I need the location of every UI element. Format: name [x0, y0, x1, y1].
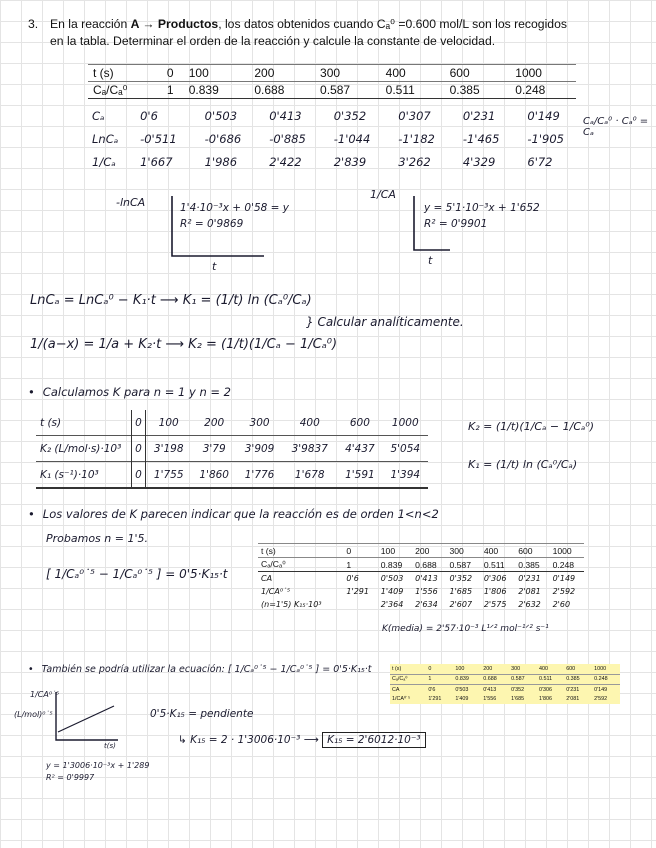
- table-cell: 1000: [510, 65, 576, 82]
- row-label: t (s): [88, 65, 162, 82]
- table-row: [258, 598, 584, 611]
- equation-second-order: 1/(a−x) = 1/a + K₂·t ⟶ K₂ = (1/t)(1/Cₐ − 1/Cₐ⁰): [30, 337, 338, 352]
- table-row: [88, 150, 588, 173]
- table-cell: 2'592: [594, 696, 608, 703]
- table-cell: 0'231: [518, 574, 541, 583]
- mini-graph: [52, 690, 124, 750]
- table-cell: 1'394: [383, 462, 428, 489]
- table-cell: 1'556: [415, 587, 438, 596]
- table-cell: 0'352: [511, 686, 525, 693]
- row-label: Cₐ: [92, 108, 105, 123]
- table-cell: 0.839: [184, 82, 250, 99]
- reaction-label: A → Productos: [130, 17, 219, 31]
- table-cell: 1'409: [455, 696, 469, 703]
- fit1-ylabel: -lnCA: [116, 196, 146, 209]
- calc-analytic-note: } Calcular analíticamente.: [306, 315, 464, 329]
- table-cell: 3'79: [192, 436, 237, 462]
- table-cell: 3'909: [237, 436, 282, 462]
- table-cell: 0: [132, 436, 146, 462]
- table-cell: 4'329: [462, 154, 496, 169]
- table-cell: 0.385: [515, 558, 549, 572]
- table-row: [36, 410, 428, 436]
- table-cell: 0'306: [483, 574, 507, 583]
- table-n-1-5: [258, 543, 584, 611]
- table-cell: 1'678: [282, 462, 337, 489]
- table-cell: 2'60: [552, 600, 571, 609]
- table-cell: 600: [515, 544, 549, 558]
- mini-graph-fit-eq: y = 1'3006·10⁻³x + 1'289: [46, 761, 150, 770]
- problem-text-line2: en la tabla. Determinar el orden de la reacción y calcule la constante de velocidad.: [50, 34, 496, 48]
- table-row: [88, 104, 588, 127]
- table-cell: 600: [349, 416, 370, 429]
- fit1-r2: R² = 0'9869: [180, 218, 244, 230]
- table-cell: 300: [315, 65, 381, 82]
- handwritten-calc-rows: [88, 104, 588, 173]
- table-cell: 3'262: [398, 154, 431, 169]
- table-cell: 100: [158, 416, 179, 429]
- table-cell: 0'503: [380, 574, 404, 583]
- table-cell: 1'591: [337, 462, 382, 489]
- row-label: CA: [261, 574, 273, 583]
- table-cell: 0'352: [333, 108, 367, 123]
- table-cell: 0: [132, 410, 146, 436]
- table-cell: -0'885: [269, 131, 306, 146]
- row-label: 1/CA⁰˙⁵: [261, 587, 291, 596]
- table-cell: [343, 598, 377, 611]
- table-cell: 1'667: [140, 154, 173, 169]
- table-cell: 2'081: [566, 696, 580, 703]
- table-cell: -0'511: [140, 131, 177, 146]
- table-row: [36, 436, 428, 462]
- table-row: [36, 462, 428, 489]
- table-cell: 0'413: [269, 108, 302, 123]
- row-label: t (s): [36, 410, 132, 436]
- table-cell: 0.587: [315, 82, 381, 99]
- table-cell: 100: [378, 544, 412, 558]
- mini-graph-ylabel: 1/CA⁰˙⁵: [30, 690, 60, 699]
- table-cell: 2'592: [552, 587, 576, 596]
- table-cell: 2'575: [483, 600, 507, 609]
- data-table: [88, 64, 576, 99]
- table-cell: 1'776: [237, 462, 282, 489]
- table-row: [390, 695, 620, 705]
- table-cell: 100: [184, 65, 250, 82]
- table-cell: 200: [481, 664, 509, 674]
- mini-graph-fit: [46, 760, 149, 784]
- result-line: ↳ K₁₅ = 2 · 1'3006·10⁻³ ⟶ K₁₅ = 2'6012·10⁻³: [178, 734, 426, 746]
- mini-graph-yunits: (L/mol)⁰˙⁵: [14, 710, 53, 719]
- fit2-r2: R² = 0'9901: [424, 218, 488, 230]
- fit2-equation: y = 5'1·10⁻³x + 1'652: [424, 202, 540, 214]
- table-cell: 1'806: [483, 587, 507, 596]
- row-label: Cₐ/Cₐ⁰: [88, 82, 162, 99]
- fit2-ylabel: 1/CA: [370, 188, 396, 201]
- slope-line: 0'5·K₁₅ = pendiente: [150, 708, 254, 720]
- row-label: Cₐ/Cₐ⁰: [390, 674, 426, 685]
- table-cell: 6'72: [527, 154, 553, 169]
- row-label: Cₐ/Cₐ⁰: [258, 558, 343, 572]
- table-cell: 1'291: [428, 696, 442, 703]
- result-calc: K₁₅ = 2 · 1'3006·10⁻³: [190, 734, 301, 746]
- row-label: t (s): [258, 544, 343, 558]
- table-cell: 1'806: [539, 696, 553, 703]
- table-cell: 100: [453, 664, 481, 674]
- table-cell: -1'182: [398, 131, 435, 146]
- table-cell: 2'364: [380, 600, 404, 609]
- table-cell: 1: [426, 674, 453, 685]
- table-cell: 0.385: [564, 674, 592, 685]
- row-label: 1/CA⁰˙⁵: [392, 696, 411, 703]
- problem-text-a: En la reacción: [50, 17, 131, 31]
- table-cell: 200: [412, 544, 446, 558]
- table-cell: 600: [445, 65, 511, 82]
- row-label: t (s): [390, 664, 426, 674]
- table-cell: 0'503: [455, 686, 469, 693]
- k-mean: K(media) = 2'57·10⁻³ L¹ᐟ² mol⁻¹ᐟ² s⁻¹: [382, 624, 549, 634]
- table-cell: 400: [381, 65, 445, 82]
- table-row: [88, 127, 588, 150]
- equation-first-order: LnCₐ = LnCₐ⁰ − K₁·t ⟶ K₁ = (1/t) ln (Cₐ⁰/Cₐ): [30, 293, 312, 308]
- row-label: CA: [392, 686, 400, 693]
- final-result: K₁₅ = 2'6012·10⁻³: [322, 732, 426, 748]
- fit2-result: [424, 200, 540, 232]
- table-cell: 0.385: [445, 82, 511, 99]
- row-label: K₂ (L/mol·s)·10³: [36, 436, 132, 462]
- table-cell: 2'607: [449, 600, 473, 609]
- table-cell: 2'839: [333, 154, 367, 169]
- table-cell: 0.839: [453, 674, 481, 685]
- table-cell: 0'503: [204, 108, 238, 123]
- table-cell: 0'306: [539, 686, 553, 693]
- table-cell: 3'198: [145, 436, 191, 462]
- table-cell: 400: [481, 544, 515, 558]
- table-cell: 1000: [592, 664, 620, 674]
- table-row: [390, 664, 620, 674]
- table-row: [88, 82, 576, 99]
- bullet-calc-k: • Calculamos K para n = 1 y n = 2: [28, 385, 231, 399]
- row-label: 1/Cₐ: [92, 154, 116, 169]
- table-cell: 300: [249, 416, 270, 429]
- table-cell: 1'685: [449, 587, 473, 596]
- highlighted-table: [390, 664, 620, 704]
- try-n-1-5: Probamos n = 1'5.: [46, 532, 148, 545]
- table-cell: 0.688: [481, 674, 509, 685]
- table-cell: 0.511: [537, 674, 564, 685]
- table-cell: 0.587: [446, 558, 480, 572]
- table-cell: 0.839: [378, 558, 412, 572]
- table-cell: 200: [204, 416, 225, 429]
- bullet-alt-equation: • También se podría utilizar la ecuación: [ 1/Cₐ⁰˙⁵ − 1/Cₐ⁰˙⁵ ] = 0'5·K₁₅·t: [28, 664, 372, 675]
- table-cell: 0'413: [483, 686, 497, 693]
- problem-statement: [28, 16, 638, 50]
- k1-formula: K₁ = (1/t) ln (Cₐ⁰/Cₐ): [468, 458, 578, 471]
- table-row: [258, 558, 584, 572]
- table-cell: 1'986: [204, 154, 238, 169]
- table-row: [390, 685, 620, 695]
- table-cell: 2'081: [518, 587, 541, 596]
- fit1-xlabel: t: [212, 260, 217, 273]
- table-cell: -1'044: [333, 131, 371, 146]
- table-row: [258, 572, 584, 586]
- table-cell: 0.511: [381, 82, 445, 99]
- mini-graph-xlabel: t(s): [104, 742, 116, 750]
- table-row: [258, 544, 584, 558]
- table-cell: 0: [132, 462, 146, 489]
- table-cell: 0'352: [449, 574, 473, 583]
- table-cell: 0'149: [594, 686, 608, 693]
- table-cell: 0'149: [552, 574, 576, 583]
- table-row: [390, 674, 620, 685]
- table-cell: 0.248: [592, 674, 620, 685]
- table-cell: 0.511: [481, 558, 515, 572]
- problem-text-c: , los datos obtenidos cuando Cₐ⁰ =0.600 mol/L son los recogidos: [218, 17, 567, 31]
- table-cell: -0'686: [204, 131, 242, 146]
- table-cell: 400: [537, 664, 564, 674]
- row-label: LnCₐ: [92, 131, 119, 146]
- table-cell: 0'6: [140, 108, 158, 123]
- fit1-equation: 1'4·10⁻³x + 0'58 = y: [180, 202, 289, 214]
- table-cell: 1'291: [346, 587, 369, 596]
- table-cell: 1000: [391, 416, 419, 429]
- table-cell: 1'860: [192, 462, 237, 489]
- table-cell: 300: [509, 664, 537, 674]
- table-cell: 0.688: [249, 82, 315, 99]
- table-cell: 2'422: [269, 154, 302, 169]
- table-cell: 1'556: [483, 696, 497, 703]
- table-cell: 1: [343, 558, 377, 572]
- table-cell: 1'755: [145, 462, 191, 489]
- table-row: [258, 585, 584, 598]
- table-cell: 0'6: [346, 574, 359, 583]
- table-cell: 200: [249, 65, 315, 82]
- table-cell: 0.587: [509, 674, 537, 685]
- table-cell: 5'054: [383, 436, 428, 462]
- table-cell: 2'632: [518, 600, 541, 609]
- table-cell: 1000: [550, 544, 584, 558]
- fit2-xlabel: t: [428, 254, 433, 267]
- bullet-order-estimate: • Los valores de K parecen indicar que la reacción es de orden 1<n<2: [28, 507, 439, 521]
- mini-graph-r2: R² = 0'9997: [46, 773, 95, 782]
- side-note: Cₐ/Cₐ⁰ · Cₐ⁰ = Cₐ: [583, 116, 649, 138]
- table-cell: -1'905: [527, 131, 564, 146]
- table-cell: 0'149: [527, 108, 560, 123]
- table-cell: 0'231: [566, 686, 580, 693]
- table-cell: 1'409: [380, 587, 404, 596]
- problem-number: 3.: [28, 17, 39, 31]
- table-cell: 0.248: [510, 82, 576, 99]
- table-cell: 4'437: [337, 436, 382, 462]
- table-cell: 0'231: [462, 108, 496, 123]
- table-cell: 0: [343, 544, 377, 558]
- table-cell: 1'685: [511, 696, 525, 703]
- table-cell: 0'6: [428, 686, 436, 693]
- table-cell: 0: [162, 65, 184, 82]
- table-cell: 0'413: [415, 574, 438, 583]
- table-row: [88, 65, 576, 82]
- k2-formula: K₂ = (1/t)(1/Cₐ − 1/Cₐ⁰): [468, 420, 595, 433]
- row-label: K₁ (s⁻¹)·10³: [36, 462, 132, 489]
- table-cell: 400: [299, 416, 320, 429]
- row-label: (n=1'5) K₁₅·10³: [261, 600, 322, 609]
- table-cell: -1'465: [462, 131, 500, 146]
- table-cell: 2'634: [415, 600, 438, 609]
- table-cell: 0'307: [398, 108, 431, 123]
- k-values-table: [36, 410, 428, 489]
- table-cell: 300: [446, 544, 480, 558]
- table-cell: 0.688: [412, 558, 446, 572]
- table-cell: 0: [426, 664, 453, 674]
- table-cell: 3'9837: [282, 436, 337, 462]
- table-cell: 1: [162, 82, 184, 99]
- table-cell: 0.248: [550, 558, 584, 572]
- table-cell: 600: [564, 664, 592, 674]
- equation-n-1-5: [ 1/Cₐ⁰˙⁵ − 1/Cₐ⁰˙⁵ ] = 0'5·K₁₅·t: [46, 567, 228, 581]
- fit1-result: [180, 200, 289, 232]
